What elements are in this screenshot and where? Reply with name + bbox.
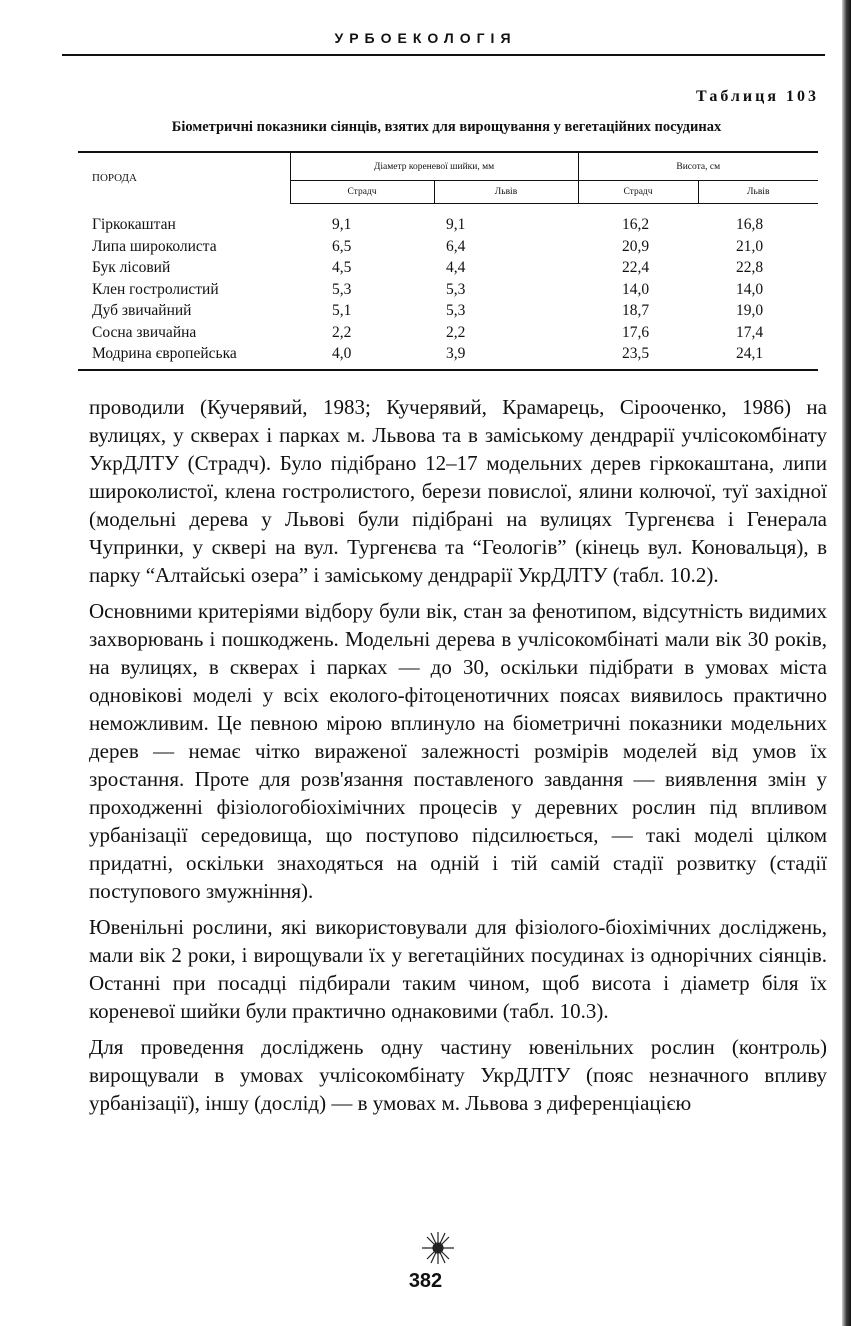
running-head: УРБОЕКОЛОГІЯ [334, 30, 517, 46]
cell-height-lviv: 14,0 [736, 280, 764, 298]
header-diameter: Діаметр кореневої шийки, мм [290, 152, 578, 181]
cell-breed: Гіркокаштан [92, 215, 176, 233]
cell-height-stradch: 14,0 [622, 280, 650, 298]
table-title: Біометричні показники сіянців, взятих для вирощування у вегетаційних посудинах [171, 119, 722, 135]
cell-height-lviv: 19,0 [736, 302, 764, 319]
ornament-icon [413, 1230, 463, 1270]
cell-diameter-stradch: 5,1 [332, 302, 352, 319]
cell-breed: Модрина європейська [78, 343, 290, 370]
table-row [78, 236, 818, 258]
cell-diameter-lviv: 5,3 [446, 302, 466, 319]
table-row [78, 300, 818, 322]
paragraph: Ювенільні рослини, які використовували для фізіолого-біохімічних досліджень, мали вік 2 роки, і вирощували їх у вегетаційних посудинах із однорічних сіянців. Останні при посадці підбирали таким чином, щоб висота і діаметр біля їх кореневої шийки були практично однаковими (табл. 10.3). [89, 915, 827, 1023]
cell-height-lviv: 24,1 [698, 343, 818, 370]
cell-breed: Липа широколиста [92, 237, 217, 255]
cell-height-stradch: 20,9 [622, 237, 650, 255]
table-row [78, 257, 818, 279]
page-edge-shadow [842, 0, 851, 1326]
cell-height-stradch: 16,2 [622, 216, 650, 233]
cell-diameter-lviv: 4,4 [446, 259, 466, 276]
cell-height-lviv: 22,8 [736, 259, 764, 276]
cell-breed: Сосна звичайна [92, 323, 197, 341]
cell-breed: Клен гостролистий [92, 280, 219, 298]
cell-diameter-lviv: 3,9 [434, 343, 578, 370]
cell-diameter-stradch: 5,3 [332, 280, 352, 298]
table-label: Таблиця 103 [696, 88, 819, 105]
page-number: 382 [408, 1270, 443, 1292]
subheader-stradch: Страдч [290, 181, 434, 204]
cell-height-lviv: 17,4 [736, 323, 764, 341]
cell-diameter-stradch: 4,5 [332, 259, 352, 276]
cell-breed: Бук лісовий [92, 259, 171, 276]
header-breed: ПОРОДА [78, 152, 290, 204]
table-row [78, 343, 818, 370]
cell-height-stradch: 22,4 [622, 259, 650, 276]
cell-diameter-stradch: 9,1 [332, 216, 352, 233]
table-row [78, 204, 818, 236]
cell-diameter-lviv: 9,1 [446, 216, 466, 233]
header-rule [62, 54, 825, 56]
header-height: Висота, см [578, 152, 818, 181]
subheader-stradch: Страдч [578, 181, 698, 204]
cell-diameter-lviv: 2,2 [446, 323, 466, 341]
paragraph: Основними критеріями відбору були вік, стан за фенотипом, відсутність видимих захворювань і пошкоджень. Модельні дерева в учлісокомбінаті мали вік 30 років, на вулицях, в скверах і парках — до 30, оскільки підібрати в умовах міста одновікові моделі у всіх еколого-фітоценотичних поясах виявилось практично неможливим. Це певною мірою вплинуло на біометричні показники модельних дерев — немає чітко вираженої залежності розмірів моделей від умов їх зростання. Проте для розв'язання поставленого завдання — виявлення змін у проходженні фізіологобіохімічних процесів у деревних рослин під впливом урбанізації середовища, що поступово підсилюється, — такі моделі цілком придатні, оскільки знаходяться на одній і тій самій стадії розвитку (стадії поступового змужніння). [89, 599, 827, 903]
cell-breed: Дуб звичайний [92, 302, 192, 319]
cell-height-lviv: 16,8 [736, 216, 764, 233]
table-row [78, 279, 818, 301]
cell-height-stradch: 17,6 [622, 323, 650, 341]
paragraph-continuation: проводили (Кучерявий, 1983; Кучерявий, Крамарець, Сірооченко, 1986) на вулицях, у скверах і парках м. Львова та в заміському дендрарії учлісокомбінату УкрДЛТУ (Страдч). Було підібрано 12–17 модельних дерев гіркокаштана, липи широколистої, клена гостролистого, берези повислої, ялини колючої, туї західної (модельні дерева у Львові були підібрані на вулицях Тургенєва і Генерала Чупринки, у сквері на вул. Тургенєва та “Геологів” (кінець вул. Коновальця), в парку “Алтайські озера” і заміському дендрарії УкрДЛТУ (табл. 10.2). [89, 395, 827, 587]
subheader-lviv: Львів [434, 181, 578, 204]
cell-height-stradch: 23,5 [578, 343, 698, 370]
table-row [78, 322, 818, 344]
cell-diameter-stradch: 6,5 [332, 237, 352, 255]
cell-height-lviv: 21,0 [736, 237, 764, 255]
body-text [89, 393, 827, 1125]
cell-diameter-stradch: 2,2 [332, 323, 352, 341]
cell-diameter-lviv: 6,4 [446, 237, 466, 255]
cell-diameter-stradch: 4,0 [290, 343, 434, 370]
paragraph: Для проведення досліджень одну частину ювенільних рослин (контроль) вирощували в умовах учлісокомбінату УкрДЛТУ (пояс незначного впливу урбанізації), іншу (дослід) — в умовах м. Львова з диференціацією [89, 1035, 827, 1115]
biometric-table [78, 151, 818, 371]
cell-height-stradch: 18,7 [622, 302, 650, 319]
subheader-lviv: Львів [698, 181, 818, 204]
cell-diameter-lviv: 5,3 [446, 280, 466, 298]
